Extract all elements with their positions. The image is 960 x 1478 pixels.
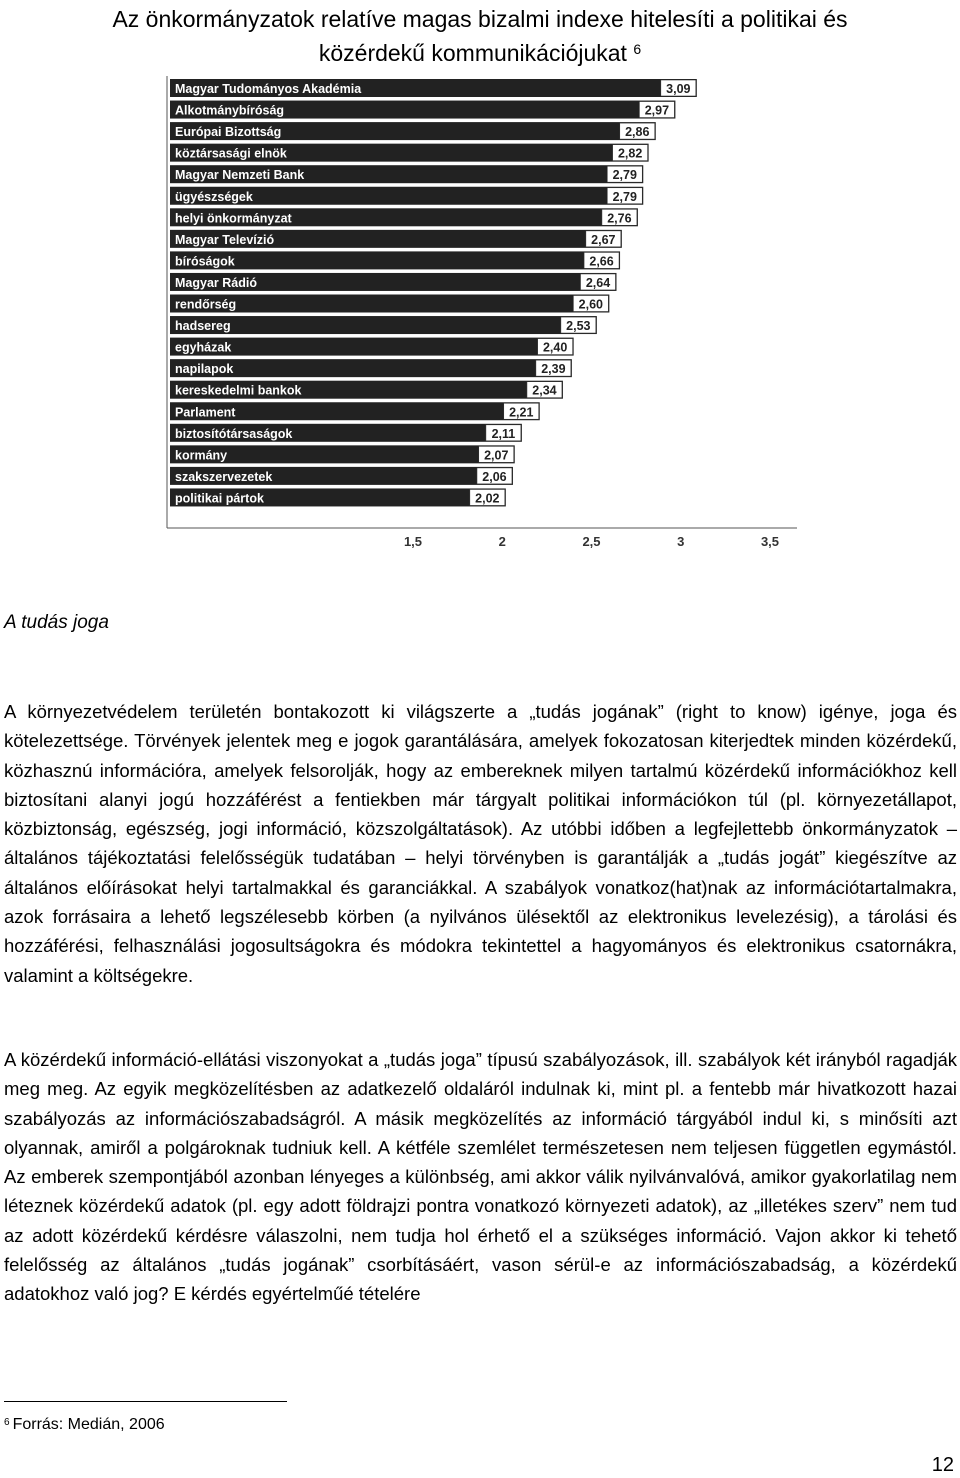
chart-category-label: napilapok [175, 362, 234, 377]
chart-value-label: 2,21 [509, 405, 534, 420]
page-title [0, 2, 960, 70]
chart-category-label: Parlament [175, 405, 236, 420]
section-title: A tudás joga [4, 612, 109, 633]
chart-x-tick-label: 2,5 [582, 534, 601, 549]
footnote-divider [4, 1401, 287, 1402]
chart-value-label: 2,79 [612, 189, 637, 204]
chart-value-label: 2,53 [566, 319, 591, 334]
chart-category-label: Magyar Rádió [175, 275, 257, 290]
page-number: 12 [931, 1454, 954, 1476]
paragraph-1: A környezetvédelem területén bontakozott ki világszerte a „tudás jogának” (right to know) igénye, joga és kötelezettsége. Törvények jelentek meg e jogok garantálására, amelyek fokozatosan kiterjedtek minden közérdekű, közhasznú információra, amelyek felsorolják, hogy az embereknek milyen tartalmú közérdekű információkhoz kell biztosítani alanyi jogú hozzáférést a fentiekben már tárgyalt politikai információkon túl (pl. környezetállapot, közbiztonság, egészség, jogi információ, közszolgáltatások). Az utóbbi időben a legfejlettebb önkormányzatok – általános tájékoztatási felelősségük tudatában – helyi törvényben is garantálják a „tudás jogát” kiegészítve az általános előírásokat helyi tartalmakkal és garanciákkal. A szabályok vonatkoz(hat)nak az információtartalmakra, azok forrásaira a lehető legszélesebb körben (a nyilvános ülésektől az elektronikus levelezésig), a tárolási és hozzáférési, felhasználási jogosultságokra és módokra tekintettel a hagyományos és elektronikus csatornákra, valamint a költségekre. [4, 701, 957, 986]
footnote [4, 1414, 165, 1436]
chart-category-label: kereskedelmi bankok [175, 383, 302, 398]
chart-value-label: 3,09 [666, 82, 691, 96]
chart-x-tick-label: 1,5 [403, 534, 423, 549]
chart-value-label: 2,11 [491, 426, 516, 441]
chart-category-label: Alkotmánybíróság [175, 103, 285, 118]
chart-value-label: 2,79 [612, 168, 637, 183]
chart-value-label: 2,97 [644, 103, 670, 118]
chart-x-tick-label: 3,5 [760, 534, 780, 549]
footnote-reference[interactable]: 6 [633, 41, 642, 57]
chart-value-label: 2,34 [532, 383, 557, 398]
chart-value-label: 2,67 [591, 232, 616, 247]
chart-category-label: köztársasági elnök [175, 146, 287, 161]
chart-value-label: 2,40 [542, 340, 568, 355]
chart-value-label: 2,60 [578, 297, 604, 312]
chart-category-label: rendőrség [175, 297, 237, 312]
chart-value-label: 2,76 [607, 211, 632, 226]
chart-category-label: kormány [175, 448, 228, 463]
title-line-2 [0, 36, 960, 70]
chart-value-label: 2,66 [589, 254, 614, 269]
chart-category-label: ügyészségek [175, 189, 253, 204]
chart-value-label: 2,02 [475, 491, 500, 506]
chart-x-tick-label: 2 [498, 534, 506, 549]
chart-category-label: szakszervezetek [175, 469, 273, 484]
chart-value-label: 2,86 [625, 125, 650, 140]
chart-value-label: 2,07 [484, 448, 509, 463]
chart-value-label: 2,39 [541, 362, 566, 377]
chart-category-label: Magyar Tudományos Akadémia [175, 82, 362, 96]
chart-value-label: 2,06 [482, 469, 507, 484]
chart-category-label: hadsereg [175, 319, 231, 334]
chart-category-label: Európai Bizottság [175, 125, 282, 140]
footnote-number: 6 [4, 1417, 10, 1428]
chart-category-label: helyi önkormányzat [175, 211, 292, 226]
trust-index-bar-chart [160, 72, 800, 552]
chart-category-label: politikai pártok [175, 491, 264, 506]
chart-bar [170, 251, 620, 269]
title-line-2-text: közérdekű kommunikációjukat [318, 40, 627, 66]
paragraph-2: A közérdekű információ-ellátási viszonyokat a „tudás joga” típusú szabályozások, ill. szabályok két irányból ragadják meg meg. Az egyik megközelítésben az adatkezelő oldaláról indulnak ki, mint pl. a fentebb már hivatkozott hazai szabályozás az információszabadságról. A másik megközelítés az információ tárgyából indul ki, s minősíti azt olyannak, amiről a polgároknak tudniuk kell. A kétféle szemlélet természetesen nem teljesen független egymástól. Az emberek szempontjából azonban lényeges a különbség, ami akkor válik nyilvánvalóvá, amikor gyakorlatilag nem léteznek közérdekű adatok (pl. egy adott földrajzi pontra vonatkozó környezeti adatok), az „illetékes szerv” nem tud az adott közérdekű kérdésre válaszolni, nem tudja hol érhető el a szükséges információ. Vajon akkor ki tehető felelősség az általános „tudás jogának” csorbításáért, vason sérül-e az információszabadság, a közérdekű adatokhoz való jog? E kérdés egyértelműé tételére [4, 1049, 957, 1305]
chart-category-label: biztosítótársaságok [175, 426, 293, 441]
chart-category-label: egyházak [175, 340, 232, 355]
title-line-1: Az önkormányzatok relatíve magas bizalmi indexe hitelesíti a politikai és [112, 6, 848, 32]
chart-bar [170, 316, 597, 334]
chart-x-tick-label: 3 [677, 534, 685, 549]
footnote-text: Forrás: Medián, 2006 [12, 1416, 165, 1433]
chart-value-label: 2,82 [617, 146, 643, 161]
chart-category-label: Magyar Nemzeti Bank [175, 168, 305, 183]
chart-category-label: bíróságok [175, 254, 235, 269]
chart-category-label: Magyar Televízió [175, 232, 275, 247]
chart-value-label: 2,64 [585, 275, 611, 290]
